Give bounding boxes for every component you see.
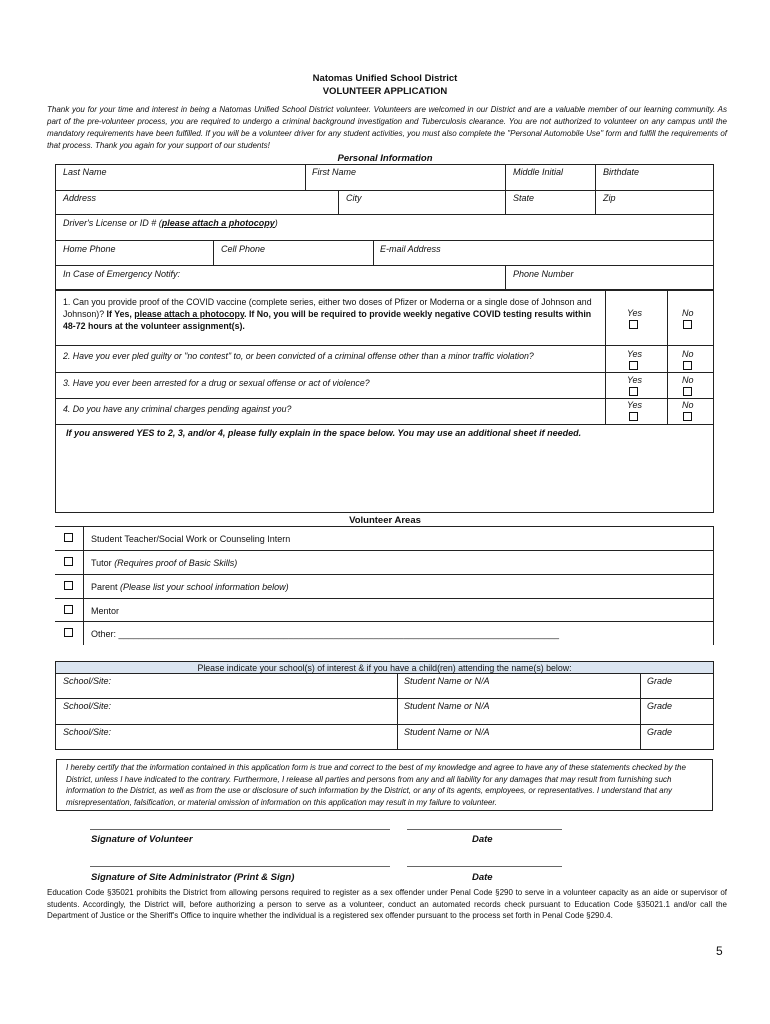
emergency-contact-field[interactable]: In Case of Emergency Notify:	[63, 269, 181, 279]
city-field[interactable]: City	[346, 193, 362, 203]
q4-no-checkbox[interactable]	[683, 412, 692, 421]
education-code-notice: Education Code §35021 prohibits the District from allowing persons required to register as a sex offender under Penal Code §290 to serve in a volunteer capacity as an aide or supervisor of students. Accordingly, the District will, before authorizing a person to serve as a volunteer, conduct an automated records check pursuant to Education Code §35021.1 and/or call the Department of Justice or the Sheriff's Office to inquire whether the individual is a registered sex offender pursuant to the process set forth in Penal Code §290.4.	[47, 888, 727, 920]
admin-date-label: Date	[472, 872, 493, 883]
volunteer-date-label: Date	[472, 834, 493, 845]
student-name-2[interactable]: Student Name or N/A	[404, 701, 490, 711]
volunteer-signature-label: Signature of Volunteer	[91, 834, 193, 845]
q4-yes-label: Yes	[627, 400, 643, 410]
admin-signature-label: Signature of Site Administrator (Print & Sign)	[91, 872, 295, 883]
school-site-2[interactable]: School/Site:	[63, 701, 112, 711]
drivers-license-field[interactable]: Driver's License or ID # (please attach a photocopy)	[63, 218, 278, 228]
state-field[interactable]: State	[513, 193, 535, 203]
area-tutor-label: Tutor (Requires proof of Basic Skills)	[91, 558, 238, 568]
first-name-field[interactable]: First Name	[312, 167, 357, 177]
school-site-3[interactable]: School/Site:	[63, 727, 112, 737]
explanation-area[interactable]	[60, 442, 708, 508]
email-field[interactable]: E-mail Address	[380, 244, 441, 254]
form-title: VOLUNTEER APPLICATION	[322, 86, 448, 97]
q1-yes-label: Yes	[627, 308, 643, 318]
area-mentor-checkbox[interactable]	[64, 605, 73, 614]
district-name: Natomas Unified School District	[312, 73, 458, 84]
area-tutor-checkbox[interactable]	[64, 557, 73, 566]
area-other-checkbox[interactable]	[64, 628, 73, 637]
address-field[interactable]: Address	[63, 193, 97, 203]
volunteer-areas-title: Volunteer Areas	[349, 515, 421, 526]
area-parent-checkbox[interactable]	[64, 581, 73, 590]
area-parent-label: Parent (Please list your school information below)	[91, 582, 289, 592]
q3-yes-label: Yes	[627, 375, 643, 385]
intro-paragraph: Thank you for your time and interest in being a Natomas Unified School District volunteer. Volunteers are welcomed in our District and are a valuable member of our learning community. As part of the pre-volunteer process, you are required to undergo a criminal background investigation and Tuberculosis clearance. You are not authorized to volunteer on any campus until the mandatory requirements have been fulfilled. If you will be a volunteer driver for any student activities, you must also complete the "Personal Automobile Use" form and fulfill the requirements of that process. Thank you again for your support of our students!	[47, 105, 727, 150]
q4-yes-checkbox[interactable]	[629, 412, 638, 421]
schools-table	[55, 661, 714, 750]
q4-no-label: No	[682, 400, 694, 410]
grade-2[interactable]: Grade	[647, 701, 673, 711]
q3-yes-checkbox[interactable]	[629, 387, 638, 396]
q2-yes-label: Yes	[627, 349, 643, 359]
emergency-phone-field[interactable]: Phone Number	[513, 269, 574, 279]
area-student-teacher-checkbox[interactable]	[64, 533, 73, 542]
explain-instructions: If you answered YES to 2, 3, and/or 4, please fully explain in the space below. You may use an additional sheet if needed.	[66, 428, 582, 438]
zip-field[interactable]: Zip	[603, 193, 616, 203]
area-other-label[interactable]: Other: ________________________________________________________________________________________	[91, 629, 559, 639]
q2-yes-checkbox[interactable]	[629, 361, 638, 370]
page-number: 5	[716, 944, 723, 958]
q1-no-checkbox[interactable]	[683, 320, 692, 329]
q1-yes-checkbox[interactable]	[629, 320, 638, 329]
student-name-1[interactable]: Student Name or N/A	[404, 676, 490, 686]
question-pending-charges: 4. Do you have any criminal charges pending against you?	[63, 404, 292, 414]
q2-no-label: No	[682, 349, 694, 359]
personal-info-title: Personal Information	[337, 153, 433, 164]
schools-heading: Please indicate your school(s) of interest & if you have a child(ren) attending the name(s) below:	[197, 663, 572, 673]
question-conviction: 2. Have you ever pled guilty or "no contest" to, or been convicted of a criminal offense other than a minor traffic violation?	[63, 351, 534, 361]
birthdate-field[interactable]: Birthdate	[603, 167, 640, 177]
last-name-field[interactable]: Last Name	[63, 167, 107, 177]
q2-no-checkbox[interactable]	[683, 361, 692, 370]
question-covid: 1. Can you provide proof of the COVID vaccine (complete series, either two doses of Pfizer or Moderna or a single dose of Johnson and Johnson)? If Yes, please attach a photocopy. If No, you will be required to provide weekly negative COVID testing results within 48-72 hours at the volunteer assignment(s).	[63, 297, 592, 331]
area-student-teacher-label: Student Teacher/Social Work or Counseling Intern	[91, 534, 291, 544]
certification-text: I hereby certify that the information contained in this application form is true and correct to the best of my knowledge and agree to have any of these statements checked by the District, unless I have indicated to the contrary. Furthermore, I release all parties and persons from any and all liability for any damages that may result from furnishing such information to the District, as well as from the use or disclosure of such information by the District, or any of its agents, employees, or representatives. I understand that any misrepresentation, falsification, or material omission of information on this application may result in my failure to volunteer.	[66, 763, 686, 807]
middle-initial-field[interactable]: Middle Initial	[513, 167, 564, 177]
school-site-1[interactable]: School/Site:	[63, 676, 112, 686]
home-phone-field[interactable]: Home Phone	[63, 244, 116, 254]
area-mentor-label: Mentor	[91, 606, 120, 616]
q3-no-checkbox[interactable]	[683, 387, 692, 396]
cell-phone-field[interactable]: Cell Phone	[221, 244, 266, 254]
question-arrest: 3. Have you ever been arrested for a drug or sexual offense or act of violence?	[63, 378, 370, 388]
q3-no-label: No	[682, 375, 694, 385]
q1-no-label: No	[682, 308, 694, 318]
grade-3[interactable]: Grade	[647, 727, 673, 737]
student-name-3[interactable]: Student Name or N/A	[404, 727, 490, 737]
grade-1[interactable]: Grade	[647, 676, 673, 686]
